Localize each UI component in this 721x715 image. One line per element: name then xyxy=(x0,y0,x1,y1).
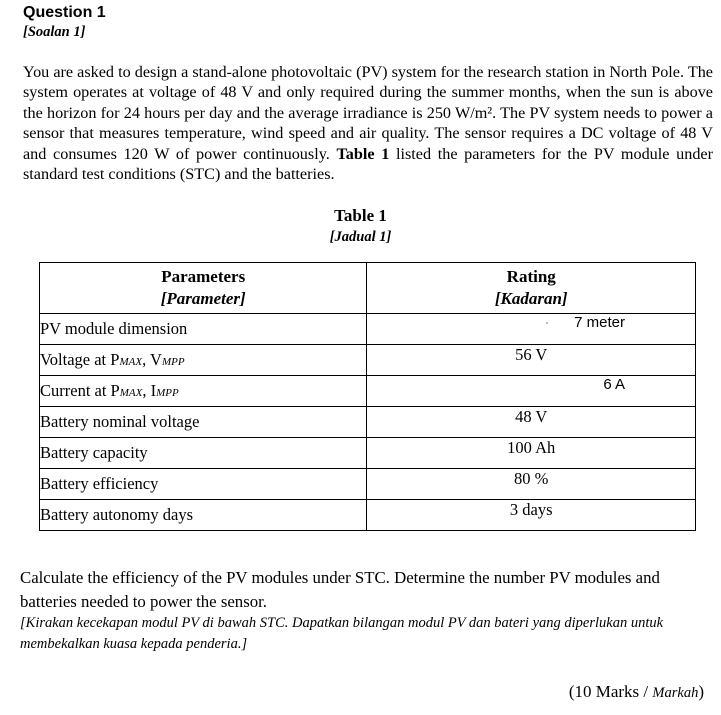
task-text: Calculate the efficiency of the PV modules under STC. Determine the number PV modules and batteries needed to power the sensor. xyxy=(20,568,660,611)
param-cell: Battery capacity xyxy=(40,438,367,469)
param-text: Voltage at P xyxy=(40,350,120,369)
header-parameters-en: Parameters xyxy=(161,267,246,286)
rating-cell: 56 V xyxy=(367,345,696,376)
table-row xyxy=(40,376,696,407)
intro-text-1: You are asked to design a stand-alone photovoltaic (PV) system for the research station in North Pole. The system operates at voltage of 48 V and only required during the summer months, when the sun is above the horizon for 24 hours per day and the average irradiance is 250 W/m². The PV system needs to power a sensor that measures temperature, wind speed and air quality. The sensor requires a DC voltage of 48 V and consumes 120 W of power continuously. xyxy=(23,63,713,163)
header-parameters-my: [Parameter] xyxy=(160,289,246,308)
question-subtitle: [Soalan 1] xyxy=(23,24,86,40)
param-text: , V xyxy=(142,350,162,369)
param-cell xyxy=(40,345,367,376)
parameters-table xyxy=(39,262,696,531)
table-row xyxy=(40,469,696,500)
param-cell xyxy=(40,376,367,407)
intro-table-ref: Table 1 xyxy=(336,144,390,163)
param-text: Current at P xyxy=(40,381,120,400)
question-title: Question 1 xyxy=(23,4,106,21)
rating-cell: 3 days xyxy=(367,500,696,531)
marks-close: ) xyxy=(698,682,704,701)
param-cell: Battery efficiency xyxy=(40,469,367,500)
table-row xyxy=(40,407,696,438)
rating-cell: 6 A xyxy=(367,376,696,407)
marks-label xyxy=(569,682,704,702)
marks-open: (10 Marks / xyxy=(568,682,653,701)
rating-cell: 100 Ah xyxy=(367,438,696,469)
question-intro xyxy=(23,62,713,184)
param-subscript: MPP xyxy=(156,387,179,399)
param-subscript: MAX xyxy=(119,356,143,368)
table-header-row xyxy=(40,263,696,314)
header-rating-en: Rating xyxy=(506,267,556,286)
rating-cell: 80 % xyxy=(367,469,696,500)
table-row xyxy=(40,314,696,345)
intro-text-2: listed the parameters for the PV module under standard test conditions (STC) and the batteries. xyxy=(23,144,713,184)
param-cell: Battery autonomy days xyxy=(40,500,367,531)
task-text-malay: [Kirakan kecekapan modul PV di bawah STC. Dapatkan bilangan modul PV dan bateri yang diperlukan untuk membekalkan kuasa kepada penderia.] xyxy=(20,615,664,652)
rating-cell xyxy=(367,314,696,345)
table-subtitle: [Jadual 1] xyxy=(329,229,392,245)
header-rating-my: [Kadaran] xyxy=(494,289,568,308)
param-subscript: MAX xyxy=(119,387,143,399)
table-title: Table 1 xyxy=(334,206,387,225)
header-parameters xyxy=(40,263,367,314)
param-subscript: MPP xyxy=(161,356,185,368)
param-text: , I xyxy=(142,381,157,400)
rating-cell: 48 V xyxy=(367,407,696,438)
rating-value: 7 meter xyxy=(574,314,625,331)
stray-mark xyxy=(546,322,548,324)
marks-malay: Markah xyxy=(652,685,699,701)
table-row xyxy=(40,500,696,531)
param-cell: PV module dimension xyxy=(40,314,367,345)
table-row xyxy=(40,438,696,469)
header-rating xyxy=(367,263,696,314)
param-cell: Battery nominal voltage xyxy=(40,407,367,438)
table-row xyxy=(40,345,696,376)
